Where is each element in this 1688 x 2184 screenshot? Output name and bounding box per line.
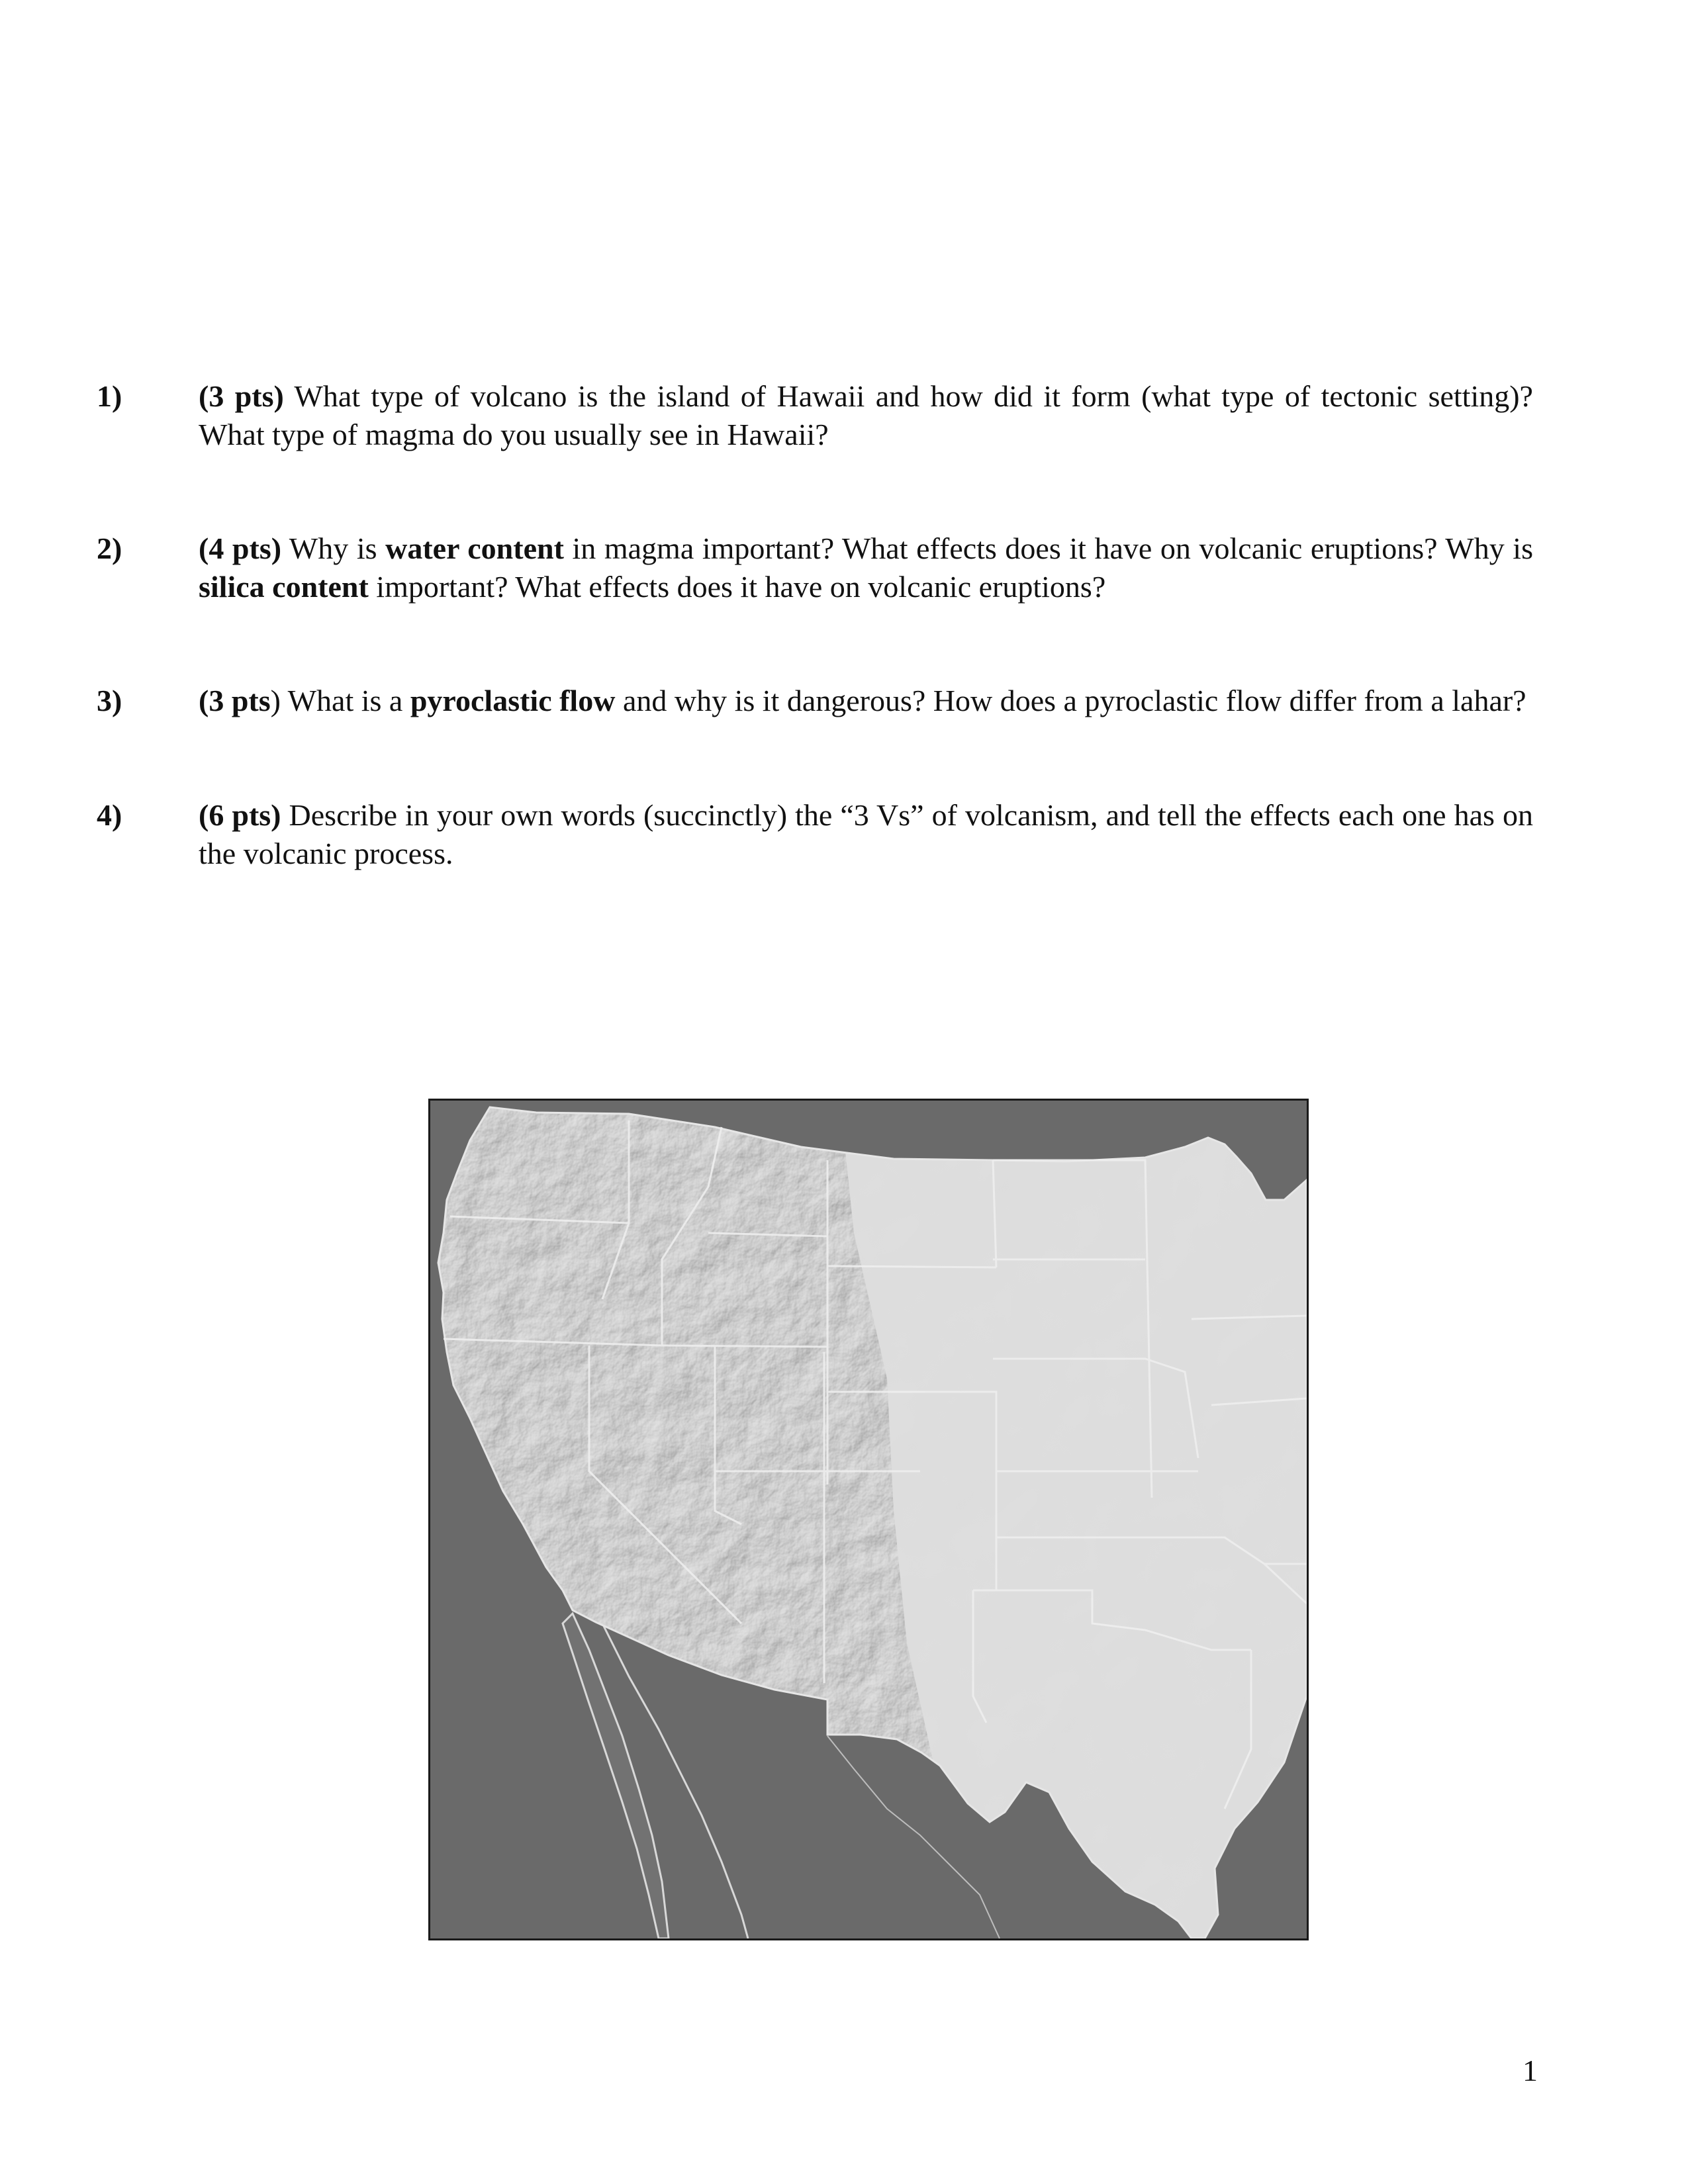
question-text: Describe in your own words (succinctly) the “3 Vs” of volcanism, and tell the effects each one has on the volcanic process. xyxy=(199,798,1533,870)
question-points: (3 pts xyxy=(199,684,271,717)
question-text: ) What is a xyxy=(270,684,410,717)
question-number: 2) xyxy=(97,531,122,565)
question-text: and why is it dangerous? How does a pyroclastic flow differ from a lahar? xyxy=(615,684,1526,717)
question-points: (4 pts) xyxy=(199,531,282,565)
question-number: 4) xyxy=(97,798,122,832)
question-text: Why is xyxy=(281,531,386,565)
question-text: important? What effects does it have on volcanic eruptions? xyxy=(368,570,1106,604)
key-term: silica content xyxy=(199,570,369,604)
question-body xyxy=(199,529,1533,606)
question-body xyxy=(199,682,1533,720)
question-points: (6 pts) xyxy=(199,798,281,832)
page-number: 1 xyxy=(1523,2054,1538,2087)
key-term: water content xyxy=(385,531,564,565)
wy-north xyxy=(827,1266,996,1267)
key-term: pyroclastic flow xyxy=(410,684,616,717)
question-number: 3) xyxy=(97,684,122,717)
question-number: 1) xyxy=(97,379,122,413)
nv-id-ut-border xyxy=(662,1345,827,1347)
question-text: What type of volcano is the island of Hawaii and how did it form (what type of tectonic setting)? What type of magma do you usually see in Hawaii? xyxy=(199,379,1533,451)
shaded-relief-map-western-us-icon xyxy=(430,1101,1307,1938)
relief-map-figure xyxy=(428,1099,1309,1940)
question-points: (3 pts) xyxy=(199,379,284,413)
question-body xyxy=(199,796,1533,873)
question-text: in magma important? What effects does it have on volcanic eruptions? Why is xyxy=(563,531,1533,565)
question-body xyxy=(199,377,1533,454)
